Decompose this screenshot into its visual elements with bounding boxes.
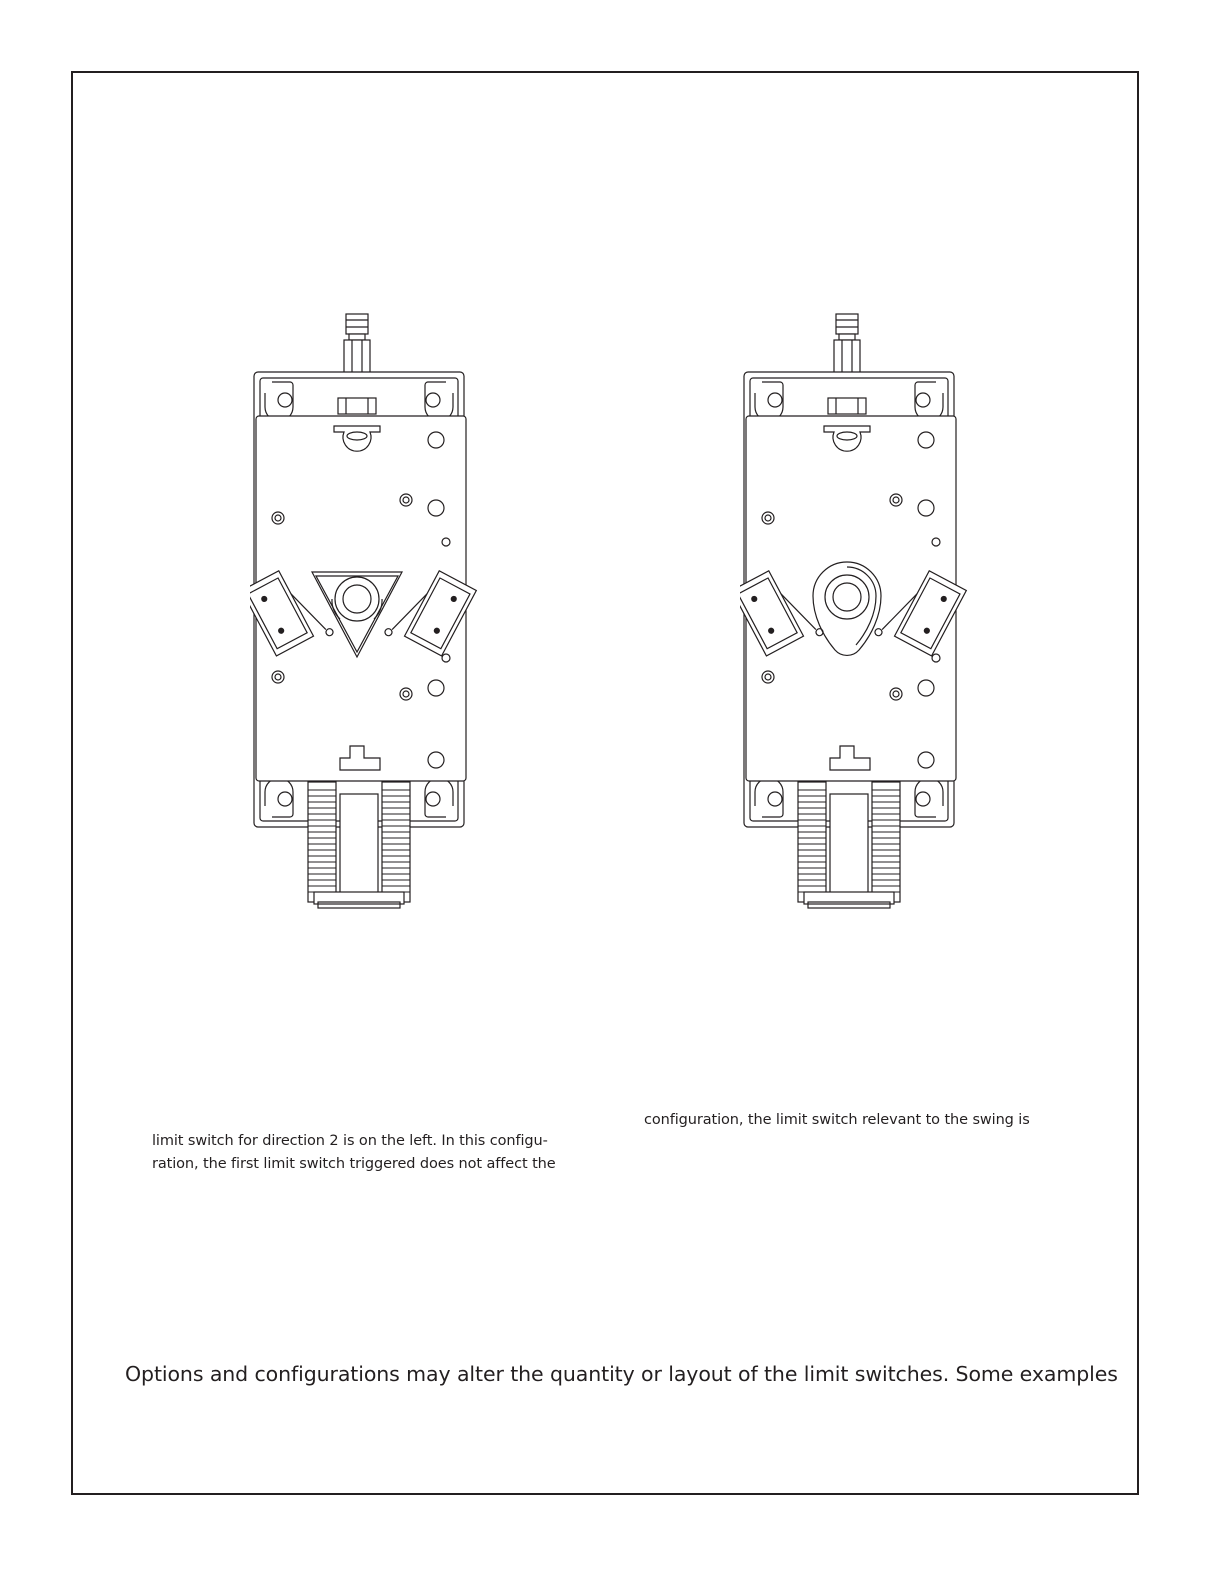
operator-drawing-oval-cam xyxy=(740,312,970,912)
caption-left-line-1: limit switch for direction 2 is on the left. In this configu- xyxy=(152,1133,548,1149)
operator-drawing-triangular-cam xyxy=(250,312,480,912)
bottom-paragraph: Options and configurations may alter the quantity or layout of the limit switches. Some examples xyxy=(125,1362,1118,1386)
caption-right-line-1: configuration, the limit switch relevant to the swing is xyxy=(644,1112,1030,1128)
caption-left-line-2: ration, the first limit switch triggered does not affect the xyxy=(152,1156,556,1172)
page-border xyxy=(71,71,1139,1495)
